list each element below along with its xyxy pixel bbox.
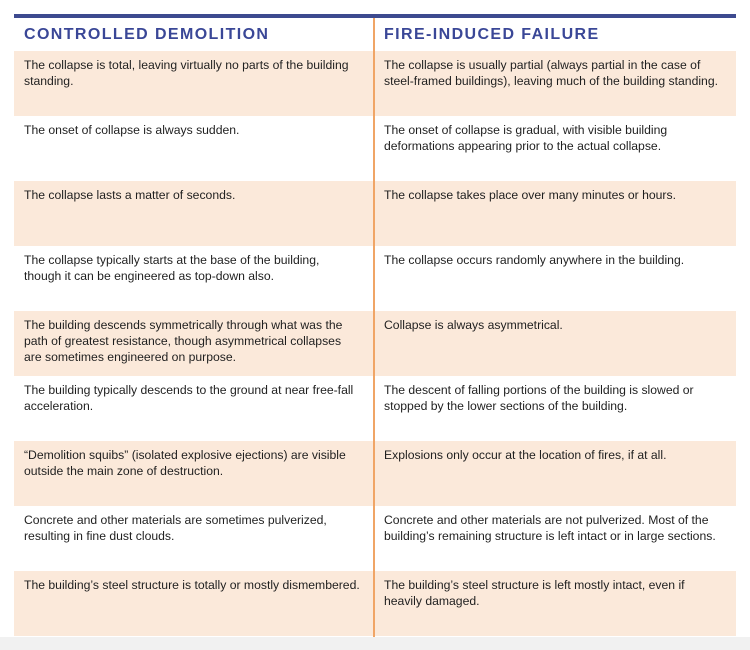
row-9-demolition: The building’s steel structure is totally or mostly dismembered.	[14, 571, 374, 636]
row-4-demolition: The collapse typically starts at the base of the building, though it can be engineered as top-down also.	[14, 246, 374, 311]
row-7-demolition: “Demolition squibs” (isolated explosive ejections) are visible outside the main zone of destruction.	[14, 441, 374, 506]
row-6-fire: The descent of falling portions of the building is slowed or stopped by the lower sections of the building.	[374, 376, 736, 441]
row-6-demolition: The building typically descends to the ground at near free-fall acceleration.	[14, 376, 374, 441]
row-2-fire: The onset of collapse is gradual, with visible building deformations appearing prior to the actual collapse.	[374, 116, 736, 181]
row-5-demolition: The building descends symmetrically through what was the path of greatest resistance, though asymmetrical collapses are sometimes engineered on purpose.	[14, 311, 374, 376]
column-divider	[373, 18, 375, 638]
row-4-fire: The collapse occurs randomly anywhere in the building.	[374, 246, 736, 311]
row-2-demolition: The onset of collapse is always sudden.	[14, 116, 374, 181]
row-9-fire: The building’s steel structure is left mostly intact, even if heavily damaged.	[374, 571, 736, 636]
row-8-demolition: Concrete and other materials are sometimes pulverized, resulting in fine dust clouds.	[14, 506, 374, 571]
header-fire-induced-failure: FIRE-INDUCED FAILURE	[374, 18, 736, 51]
comparison-page	[14, 14, 736, 636]
row-1-demolition: The collapse is total, leaving virtually no parts of the building standing.	[14, 51, 374, 116]
row-5-fire: Collapse is always asymmetrical.	[374, 311, 736, 376]
header-controlled-demolition: CONTROLLED DEMOLITION	[14, 18, 374, 51]
row-3-fire: The collapse takes place over many minutes or hours.	[374, 181, 736, 246]
row-8-fire: Concrete and other materials are not pulverized. Most of the building’s remaining structure is left intact or in large sections.	[374, 506, 736, 571]
comparison-table	[14, 18, 736, 636]
row-1-fire: The collapse is usually partial (always partial in the case of steel-framed buildings), leaving much of the building standing.	[374, 51, 736, 116]
row-7-fire: Explosions only occur at the location of fires, if at all.	[374, 441, 736, 506]
bottom-strip	[0, 637, 750, 650]
row-3-demolition: The collapse lasts a matter of seconds.	[14, 181, 374, 246]
